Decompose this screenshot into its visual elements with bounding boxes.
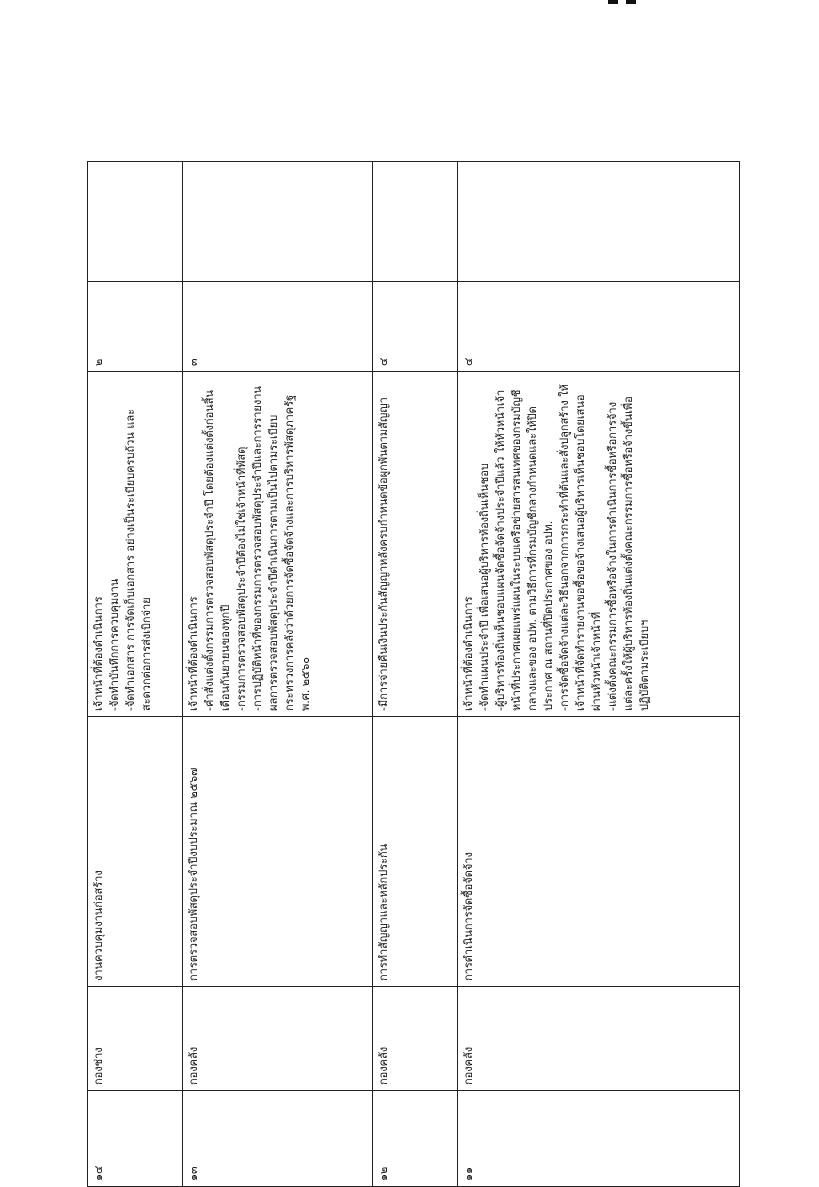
- row-number: ๑๑: [458, 1091, 740, 1187]
- task-steps: เจ้าหน้าที่ต้องดำเนินการ -จัดทำบันทึกการควบคุมงาน -จัดทำเอกสาร การจัดเก็บเอกสาร อย่างเป็นระเบียบครบถ้วน และสะดวกต่อการส่งเบิกจ่าย: [88, 372, 183, 717]
- table-row: [373, 162, 458, 1187]
- days: ๔: [373, 282, 458, 372]
- table-frame: [87, 162, 739, 1187]
- row-number: ๑๒: [373, 1091, 458, 1187]
- days: ๓: [183, 282, 373, 372]
- table-row: [183, 162, 373, 1187]
- department: กองคลัง: [373, 987, 458, 1091]
- note: [88, 162, 183, 282]
- department: กองคลัง: [458, 987, 740, 1091]
- task-steps: เจ้าหน้าที่ต้องดำเนินการ -คำสั่งแต่งตั้งกรรมการตรวจสอบพัสดุประจำปี โดยต้องแต่งตั้งก่อนสิ้นเดือนกันยายนของทุกปี -กรรมการตรวจสอบพัสดุประจำปีต้องไม่ใช่เจ้าหน้าที่พัสดุ -การปฏิบัติหน้าที่ของกรรมการตรวจสอบพัสดุประจำปีและการรายงานผลการตรวจสอบพัสดุประจำปีดำเนินการตามเป็นไปตามระเบียบกระทรวงการคลังว่าด้วยการจัดซื้อจัดจ้างและการบริหารพัสดุภาครัฐ พ.ศ. ๒๕๖๐: [183, 372, 373, 717]
- task-name: การดำเนินการจัดซื้อจัดจ้าง: [458, 717, 740, 987]
- task-name: การตรวจสอบพัสดุประจำปีงบประมาณ ๒๕๖๗: [183, 717, 373, 987]
- table-row: [88, 162, 183, 1187]
- note: [458, 162, 740, 282]
- days: ๔: [458, 282, 740, 372]
- days: ๒: [88, 282, 183, 372]
- task-steps: เจ้าหน้าที่ต้องดำเนินการ -จัดทำแผนประจำปี เพื่อเสนอผู้บริหารท้องถิ่นเห็นชอบ -ผู้บริหารท้องถิ่นเห็นชอบแผนจัดซื้อจัดจ้างประจำปีแล้ว ให้หัวหน้าเจ้าหน้าที่ประกาศเผยแพร่แผนในระบบเครือข่ายสารสนเทศของกรมบัญชีกลางและของ อปท. ตามวิธีการที่กรมบัญชีกลางกำหนดและให้ปิดประกาศ ณ สถานที่ปิดประกาศของ อปท. -การจัดซื้อจัดจ้างแต่ละวิธีนอกจากการกระทำที่ต้นและสั่งปลูกสร้าง ให้เจ้าหน้าที่จัดทำรายงานขอซื้อขอจ้างเสนอผู้บริหารเห็นชอบโดยเสนอผ่านหัวหน้าเจ้าหน้าที่ -แต่งตั้งคณะกรรมการซื้อหรือจ้างในการดำเนินการซื้อหรือการจ้างแต่ละครั้งให้ผู้บริหารท้องถิ่นแต่งตั้งคณะกรรมการซื้อหรือจ้างขึ้นเพื่อปฏิบัติตามระเบียบฯ: [458, 372, 740, 717]
- note: [183, 162, 373, 282]
- task-name: การทำสัญญาและหลักประกัน: [373, 717, 458, 987]
- task-name: งานควบคุมงานก่อสร้าง: [88, 717, 183, 987]
- task-steps: -มีการจ่ายคืนเงินประกันสัญญาหลังครบกำหนดข้อผูกพันตามสัญญา: [373, 372, 458, 717]
- department: กองช่าง: [88, 987, 183, 1091]
- row-number: ๑๓: [183, 1091, 373, 1187]
- table-rotor: [87, 162, 739, 1187]
- row-number: ๑๔: [88, 1091, 183, 1187]
- note: [373, 162, 458, 282]
- table-row: [458, 162, 740, 1187]
- records-table: [87, 161, 740, 1187]
- department: กองคลัง: [183, 987, 373, 1091]
- scan-corner-mark: [604, 0, 640, 6]
